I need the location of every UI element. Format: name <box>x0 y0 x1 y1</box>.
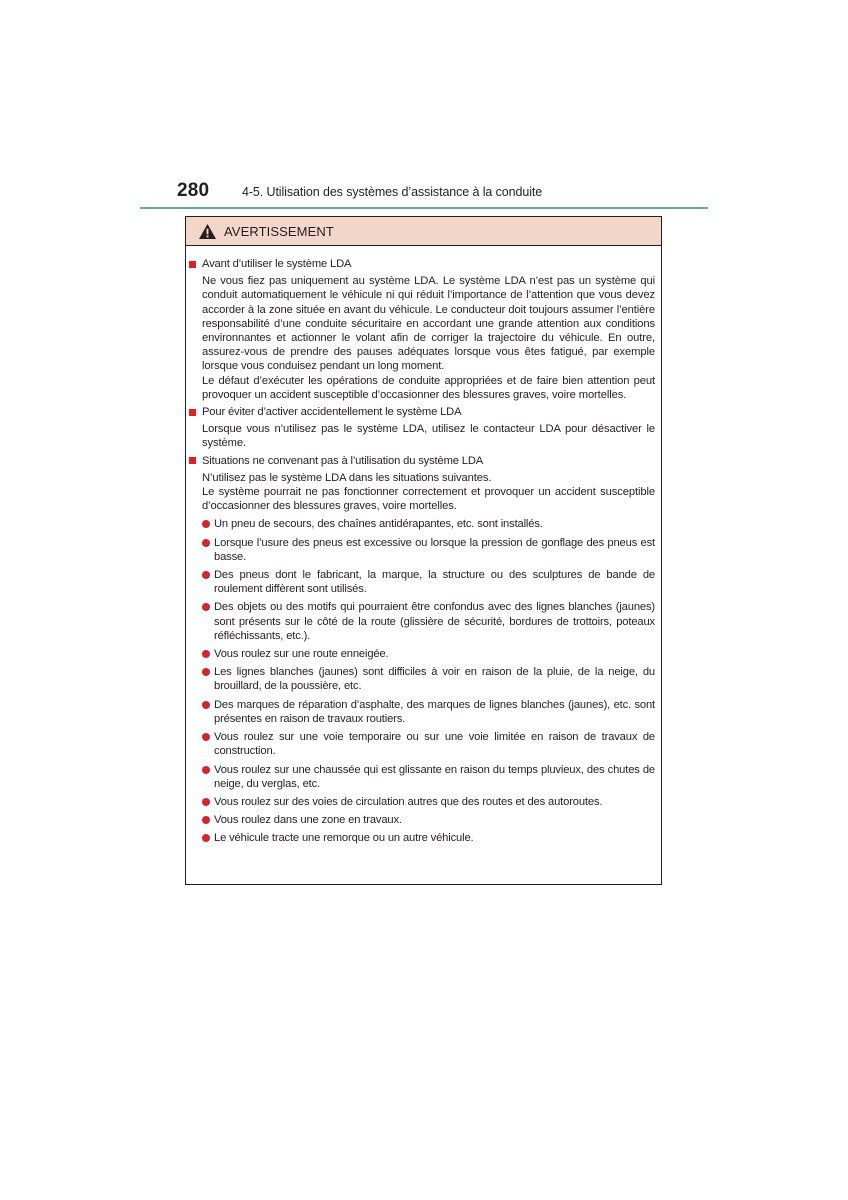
list-item <box>202 795 655 809</box>
list-item-text: Vous roulez dans une zone en travaux. <box>214 814 402 827</box>
dot-bullet-icon <box>202 668 210 676</box>
warning-body <box>186 246 661 846</box>
list-item-text: Vous roulez sur une voie temporaire ou sur une voie limitée en raison de travaux de construction. <box>214 731 655 758</box>
square-bullet-icon <box>189 457 196 464</box>
section-heading <box>189 454 655 468</box>
section-before-using <box>189 257 655 402</box>
list-item <box>202 568 655 596</box>
list-item-text: Des objets ou des motifs qui pourraient être confondus avec des lignes blanches (jaunes) sont présents sur le côté de la route (glissière de sécurité, bordures de trottoirs, poteaux réfléchissants, etc.). <box>214 601 655 642</box>
dot-bullet-icon <box>202 701 210 709</box>
dot-bullet-icon <box>202 798 210 806</box>
list-item <box>202 665 655 693</box>
warning-triangle-icon <box>198 223 217 240</box>
list-item <box>202 647 655 661</box>
list-item <box>202 600 655 643</box>
list-item-text: Le véhicule tracte une remorque ou un autre véhicule. <box>214 832 474 845</box>
list-item-text: Lorsque l’usure des pneus est excessive ou lorsque la pression de gonflage des pneus est basse. <box>214 536 655 563</box>
dot-bullet-icon <box>202 539 210 547</box>
section-heading <box>189 257 655 271</box>
list-item <box>202 831 655 845</box>
paragraph: Lorsque vous n’utilisez pas le système LDA, utilisez le contacteur LDA pour désactiver le système. <box>202 423 655 450</box>
list-item-text: Des pneus dont le fabricant, la marque, la structure ou des sculptures de bande de roulement diffèrent sont utilisés. <box>214 569 655 596</box>
section-title: 4-5. Utilisation des systèmes d’assistance à la conduite <box>242 185 543 199</box>
section-avoid-activation <box>189 405 655 451</box>
list-item <box>202 517 655 531</box>
paragraph: Le défaut d’exécuter les opérations de conduite appropriées et de faire bien attention peut provoquer un accident susceptible d’occasionner des blessures graves, voire mortelles. <box>202 374 655 401</box>
section-heading-text: Situations ne convenant pas à l’utilisation du système LDA <box>202 454 484 467</box>
square-bullet-icon <box>189 409 196 416</box>
dot-bullet-icon <box>202 650 210 658</box>
page-number: 280 <box>177 180 210 201</box>
list-item <box>202 813 655 827</box>
dot-bullet-icon <box>202 571 210 579</box>
list-item <box>202 698 655 726</box>
dot-bullet-icon <box>202 816 210 824</box>
section-heading <box>189 405 655 419</box>
list-item <box>202 763 655 791</box>
paragraph: Ne vous fiez pas uniquement au système LDA. Le système LDA n’est pas un système qui conduit automatiquement le véhicule ni qui réduit l’importance de l’attention que vous devez accorder à la zone située en avant du véhicule. Le conducteur doit toujours assumer l’entière responsabilité d’une conduite sécuritaire en accordant une grande attention aux conditions environnantes et actionner le volant afin de corriger la trajectoire du véhicule. En outre, assurez-vous de prendre des pauses adéquates lorsque vous êtes fatigué, par exemple lorsque vous conduisez pendant un long moment. <box>202 275 655 373</box>
page-header <box>140 180 708 208</box>
warning-box <box>185 216 662 885</box>
list-item-text: Vous roulez sur des voies de circulation autres que des routes et des autoroutes. <box>214 795 603 808</box>
list-item-text: Vous roulez sur une route enneigée. <box>214 648 389 661</box>
dot-bullet-icon <box>202 834 210 842</box>
list-item <box>202 536 655 564</box>
warning-header <box>186 217 661 246</box>
warning-title: AVERTISSEMENT <box>224 223 334 239</box>
list-item-text: Un pneu de secours, des chaînes antidérapantes, etc. sont installés. <box>214 518 543 531</box>
dot-bullet-icon <box>202 733 210 741</box>
section-heading-text: Avant d’utiliser le système LDA <box>202 258 352 270</box>
dot-bullet-icon <box>202 766 210 774</box>
square-bullet-icon <box>189 261 196 268</box>
dot-bullet-icon <box>202 520 210 528</box>
paragraph: N’utilisez pas le système LDA dans les situations suivantes. <box>202 471 492 484</box>
list-item-text: Vous roulez sur une chaussée qui est glissante en raison du temps pluvieux, des chutes de neige, du verglas, etc. <box>214 763 655 790</box>
list-item-text: Des marques de réparation d’asphalte, des marques de lignes blanches (jaunes), etc. sont présentes en raison de travaux routiers. <box>214 698 655 725</box>
dot-bullet-icon <box>202 603 210 611</box>
section-heading-text: Pour éviter d’activer accidentellement le système LDA <box>202 406 462 419</box>
list-item-text: Les lignes blanches (jaunes) sont difficiles à voir en raison de la pluie, de la neige, du brouillard, de la poussière, etc. <box>214 666 655 693</box>
section-unsuitable-situations <box>189 454 655 846</box>
situation-list <box>202 517 655 845</box>
list-item <box>202 730 655 758</box>
header-rule <box>140 207 708 209</box>
paragraph: Le système pourrait ne pas fonctionner correctement et provoquer un accident susceptible d’occasionner des blessures graves, voire mortelles. <box>202 486 655 513</box>
